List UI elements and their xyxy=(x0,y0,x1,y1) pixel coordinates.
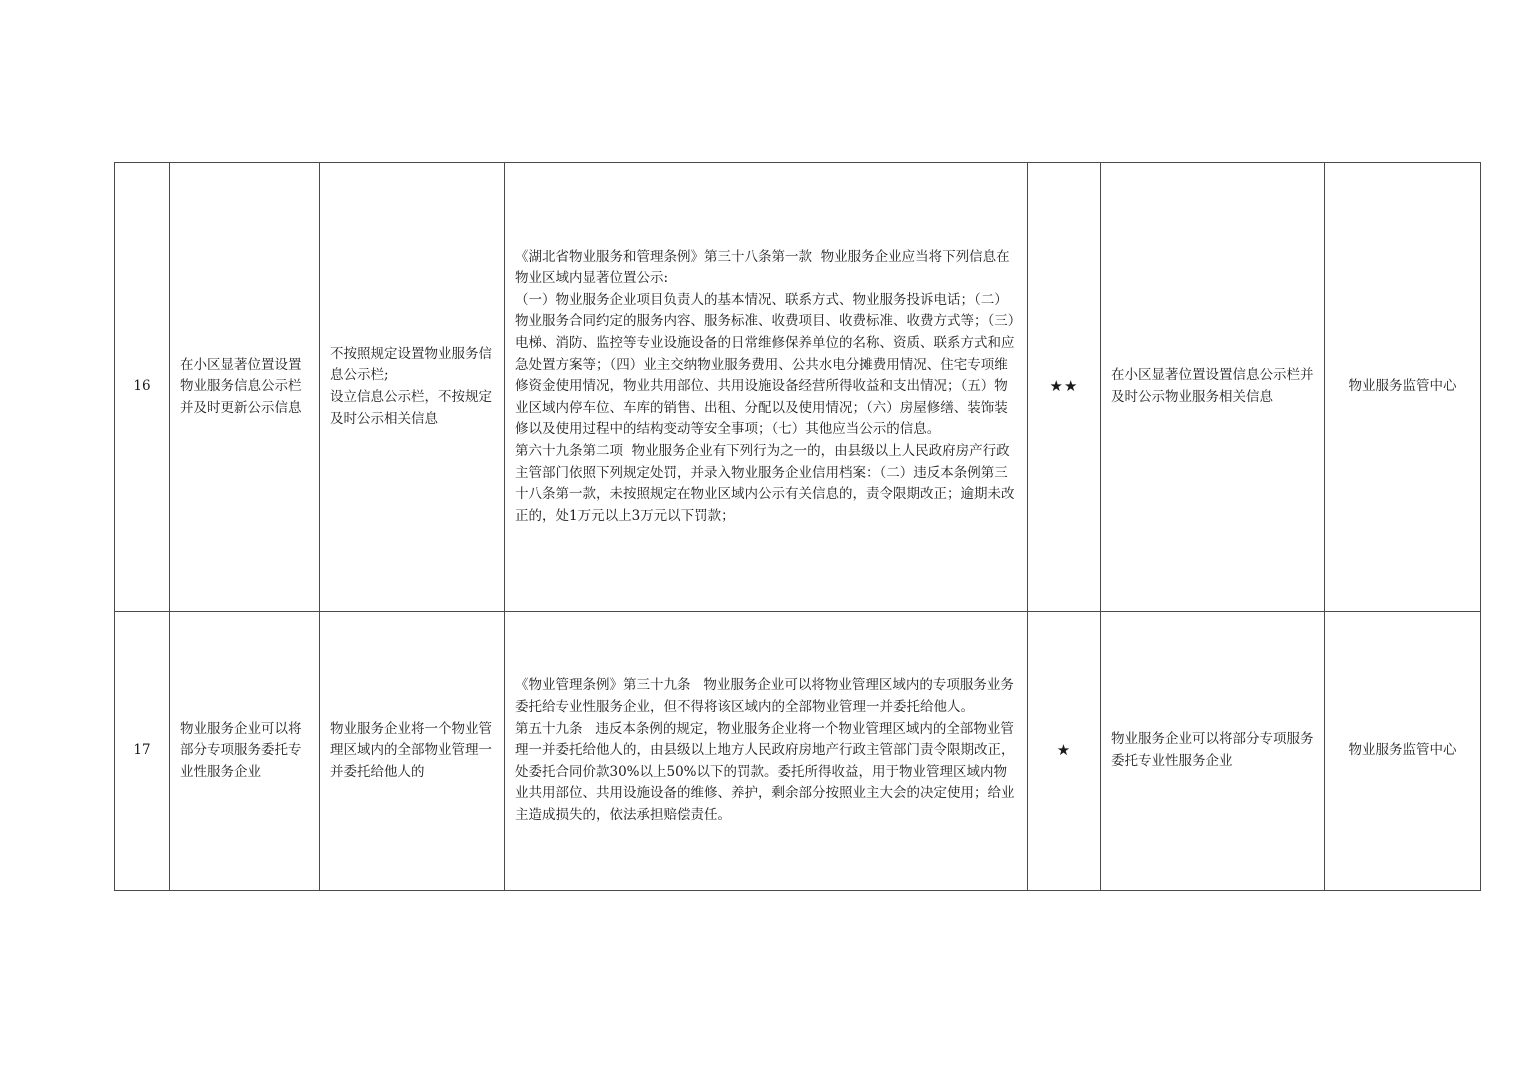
star-rating: ★ xyxy=(1028,612,1101,891)
department-cell: 物业服务监管中心 xyxy=(1325,163,1481,612)
legal-basis-paragraph: 《湖北省物业服务和管理条例》第三十八条第一款 物业服务企业应当将下列信息在物业区域内显著位置公示: xyxy=(515,248,1010,287)
violation-line: 不按照规定设置物业服务信息公示栏; xyxy=(330,345,492,384)
requirement-cell: 在小区显著位置设置信息公示栏并及时公示物业服务相关信息 xyxy=(1101,163,1325,612)
row-number: 17 xyxy=(115,612,170,891)
violation-cell xyxy=(320,612,505,891)
department-cell: 物业服务监管中心 xyxy=(1325,612,1481,891)
table-row xyxy=(115,612,1481,891)
regulation-table xyxy=(114,162,1481,891)
star-rating: ★★ xyxy=(1028,163,1101,612)
table-row xyxy=(115,163,1481,612)
legal-basis-cell xyxy=(505,612,1028,891)
legal-basis-paragraph: （一）物业服务企业项目负责人的基本情况、联系方式、物业服务投诉电话；（二）物业服务合同约定的服务内容、服务标准、收费项目、收费标准、收费方式等；（三）电梯、消防、监控等专业设施设备的日常维修保养单位的名称、资质、联系方式和应急处置方案等；（四）业主交纳物业服务费用、公共水电分摊费用情况、住宅专项维修资金使用情况，物业共用部位、共用设施设备经营所得收益和支出情况；（五）物业区域内停车位、车库的销售、出租、分配以及使用情况；（六）房屋修缮、装饰装修以及使用过程中的结构变动等安全事项；（七）其他应当公示的信息。 xyxy=(515,291,1015,438)
violation-line: 物业服务企业将一个物业管理区域内的全部物业管理一并委托给他人的 xyxy=(330,720,492,780)
violation-cell xyxy=(320,163,505,612)
requirement-cell: 物业服务企业可以将部分专项服务委托专业性服务企业 xyxy=(1101,612,1325,891)
row-number: 16 xyxy=(115,163,170,612)
legal-basis-paragraph: 第五十九条 违反本条例的规定，物业服务企业将一个物业管理区域内的全部物业管理一并委托给他人的，由县级以上地方人民政府房地产行政主管部门责令限期改正，处委托合同价款30%以上50%以下的罚款。委托所得收益，用于物业管理区域内物业共用部位、共用设施设备的维修、养护，剩余部分按照业主大会的决定使用；给业主造成损失的，依法承担赔偿责任。 xyxy=(515,720,1015,823)
legal-basis-paragraph: 《物业管理条例》第三十九条 物业服务企业可以将物业管理区域内的专项服务业务委托给专业性服务企业，但不得将该区域内的全部物业管理一并委托给他人。 xyxy=(515,677,1014,716)
item-cell: 在小区显著位置设置物业服务信息公示栏并及时更新公示信息 xyxy=(170,163,320,612)
violation-line: 设立信息公示栏，不按规定及时公示相关信息 xyxy=(330,389,492,427)
legal-basis-paragraph: 第六十九条第二项 物业服务企业有下列行为之一的，由县级以上人民政府房产行政主管部门依照下列规定处罚，并录入物业服务企业信用档案：（二）违反本条例第三十八条第一款，未按照规定在物业区域内公示有关信息的，责令限期改正；逾期未改正的，处1万元以上3万元以下罚款； xyxy=(515,442,1015,524)
legal-basis-cell xyxy=(505,163,1028,612)
item-cell: 物业服务企业可以将部分专项服务委托专业性服务企业 xyxy=(170,612,320,891)
